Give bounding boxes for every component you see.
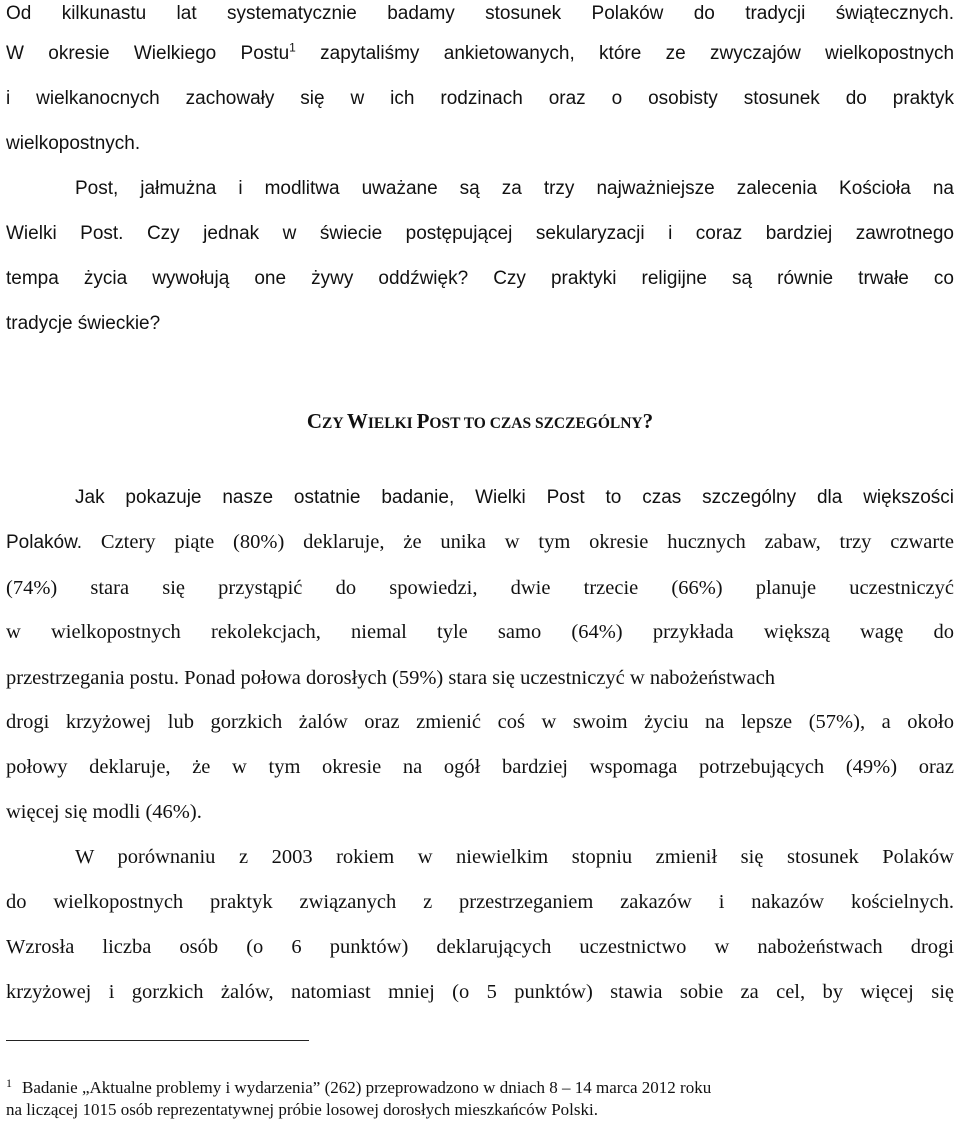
third-line-4: w wielkopostnych rekolekcjach, niemal tyle samo (64%) przykłada większą wagę do <box>6 621 954 643</box>
fourth-line-2: do wielkopostnych praktyk związanych z przestrzeganiem zakazów i nakazów kościelnych. <box>6 891 954 913</box>
second-line-3: tempa życia wywołują one żywy oddźwięk? Czy praktyki religijne są równie trwałe co <box>6 268 954 289</box>
footnote-ref[interactable]: 1 <box>289 40 296 55</box>
intro-line-4: wielkopostnych. <box>6 133 141 154</box>
second-line-4: tradycje świeckie? <box>6 313 161 334</box>
second-line-1: Post, jałmużna i modlitwa uważane są za trzy najważniejsze zalecenia Kościoła na <box>75 178 954 199</box>
third-line-1: Jak pokazuje nasze ostatnie badanie, Wielki Post to czas szczególny dla większości <box>75 487 954 508</box>
footnote-number: 1 <box>6 1076 12 1090</box>
section-heading: CZY WIELKI POST TO CZAS SZCZEGÓLNY? <box>306 409 654 433</box>
third-line-2: Polaków. Cztery piąte (80%) deklaruje, że unika w tym okresie hucznych zabaw, trzy czwarte <box>6 531 954 553</box>
third-line-6: drogi krzyżowej lub gorzkich żalów oraz zmienić coś w swoim życiu na lepsze (57%), a około <box>6 711 954 733</box>
fourth-line-3: Wzrosła liczba osób (o 6 punktów) deklarujących uczestnictwo w nabożeństwach drogi <box>6 936 954 958</box>
third-line-5: przestrzegania postu. Ponad połowa dorosłych (59%) stara się uczestniczyć w nabożeństwach <box>6 667 776 689</box>
third-line-3: (74%) stara się przystąpić do spowiedzi, dwie trzecie (66%) planuje uczestniczyć <box>6 577 954 599</box>
footnote-line-1: $^1$ Badanie „Aktualne problemy i wydarzenia” (262) przeprowadzono w dniach 8 – 14 marca 2012 roku <box>6 1076 712 1097</box>
fourth-line-4: krzyżowej i gorzkich żalów, natomiast mniej (o 5 punktów) stawia sobie za cel, by więcej się <box>6 981 954 1003</box>
footnote-line-2: na liczącej 1015 osób reprezentatywnej próbie losowej dorosłych mieszkańców Polski. <box>6 1100 598 1119</box>
intro-line-2: W okresie Wielkiego Postu$^1$ zapytaliśmy ankietowanych, które ze zwyczajów wielkopostnych <box>6 40 955 64</box>
footnote-separator <box>6 1040 309 1041</box>
third-line-7: połowy deklaruje, że w tym okresie na ogół bardziej wspomaga potrzebujących (49%) oraz <box>6 756 954 778</box>
intro-line-3: i wielkanocnych zachowały się w ich rodzinach oraz o osobisty stosunek do praktyk <box>6 88 954 109</box>
intro-line-1: Od kilkunastu lat systematycznie badamy stosunek Polaków do tradycji świątecznych. <box>6 3 954 24</box>
fourth-line-1: W porównaniu z 2003 rokiem w niewielkim stopniu zmienił się stosunek Polaków <box>75 846 954 868</box>
second-line-2: Wielki Post. Czy jednak w świecie postępującej sekularyzacji i coraz bardziej zawrotnego <box>6 223 954 244</box>
third-line-8: więcej się modli (46%). <box>6 801 202 823</box>
